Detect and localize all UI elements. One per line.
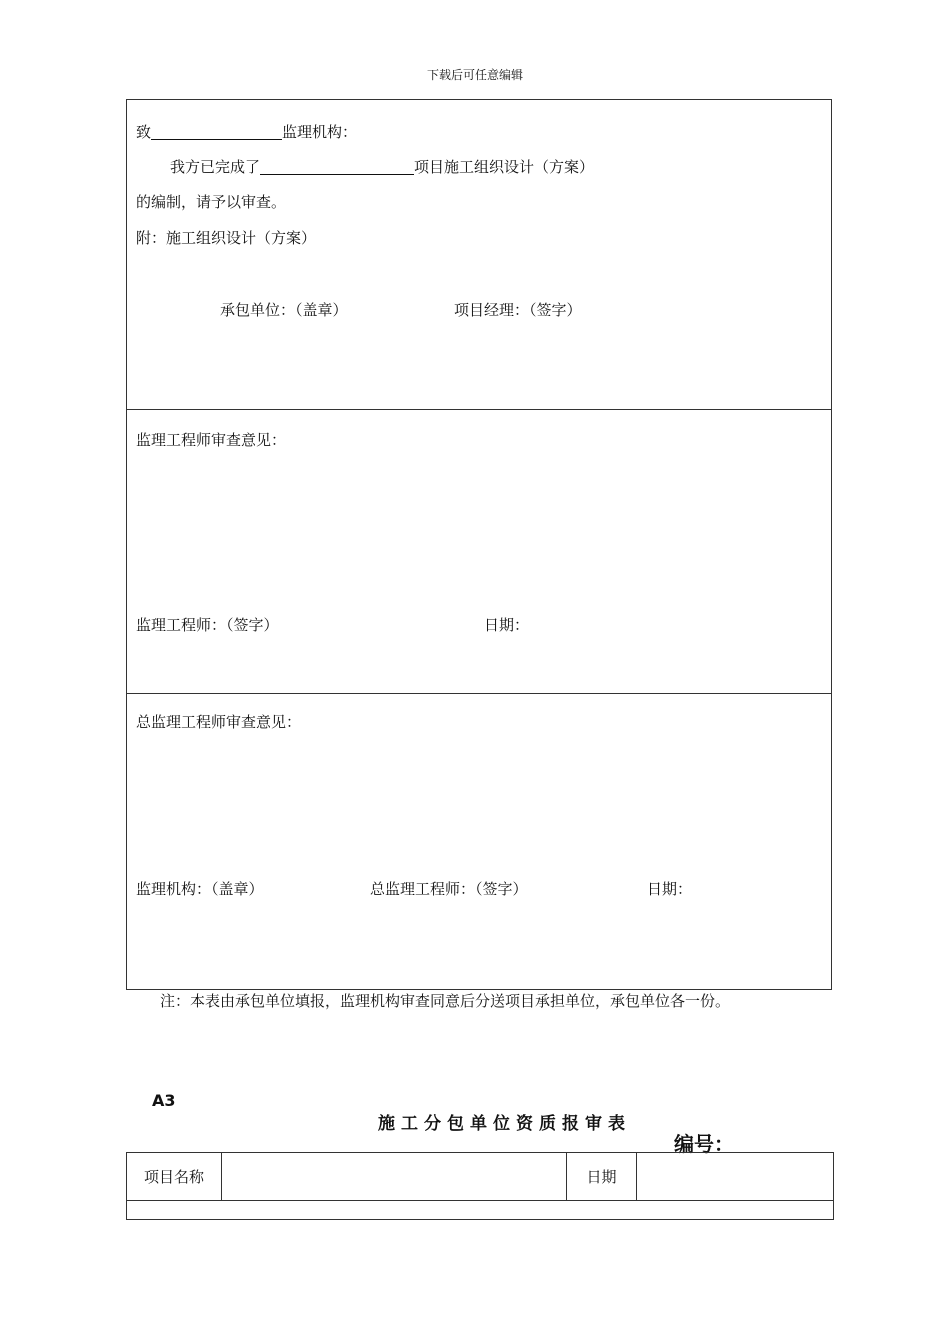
date-cell[interactable] bbox=[637, 1153, 834, 1201]
date-label: 日期 bbox=[567, 1153, 637, 1201]
chief-date-label: 日期： bbox=[647, 880, 693, 898]
qualification-table bbox=[126, 1152, 834, 1220]
chief-opinion-label: 总监理工程师审查意见： bbox=[136, 713, 302, 731]
project-name-cell[interactable] bbox=[222, 1153, 567, 1201]
project-manager-signature-label: 项目经理：（签字） bbox=[454, 301, 582, 319]
project-name-blank[interactable] bbox=[260, 158, 414, 175]
submission-section bbox=[126, 99, 832, 410]
engineer-review-section bbox=[126, 409, 832, 694]
request-line: 的编制，请予以审查。 bbox=[136, 193, 287, 211]
engineer-date-label: 日期： bbox=[484, 616, 530, 634]
supervisor-org-seal-label: 监理机构：（盖章） bbox=[136, 880, 264, 898]
page-header-note: 下载后可任意编辑 bbox=[426, 68, 523, 82]
table-row bbox=[127, 1153, 834, 1201]
form-number-label: 编号： bbox=[674, 1132, 734, 1156]
engineer-signature-label: 监理工程师：（签字） bbox=[136, 616, 279, 634]
to-line: 致 监理机构： bbox=[136, 123, 358, 141]
attachment-line: 附：施工组织设计（方案） bbox=[136, 229, 317, 247]
completed-line: 我方已完成了 项目施工组织设计（方案） bbox=[170, 158, 595, 176]
chief-signature-label: 总监理工程师：（签字） bbox=[370, 880, 528, 898]
footnote: 注：本表由承包单位填报，监理机构审查同意后分送项目承担单位，承包单位各一份。 bbox=[160, 992, 731, 1010]
table-row bbox=[127, 1201, 834, 1220]
blank-row-cell bbox=[127, 1201, 834, 1220]
chief-review-section bbox=[126, 693, 832, 990]
supervisor-org-blank[interactable] bbox=[151, 123, 282, 140]
form-title: 施工分包单位资质报审表 bbox=[378, 1114, 631, 1134]
form-code: A3 bbox=[152, 1091, 176, 1110]
contractor-seal-label: 承包单位：（盖章） bbox=[220, 301, 348, 319]
engineer-opinion-label: 监理工程师审查意见： bbox=[136, 431, 287, 449]
project-name-label: 项目名称 bbox=[127, 1153, 222, 1201]
